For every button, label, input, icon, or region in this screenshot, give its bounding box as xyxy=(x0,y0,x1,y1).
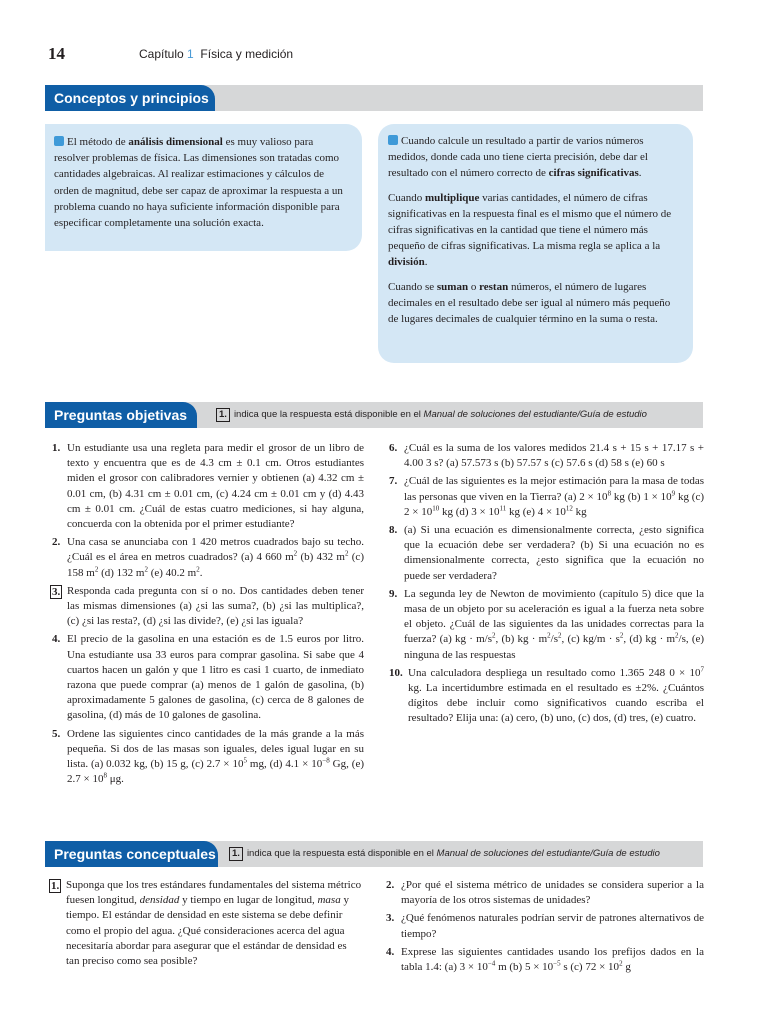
concepts-section-bar xyxy=(45,85,703,111)
objective-section-note: 1. indica que la respuesta está disponible en el Manual de soluciones del estudiante/Guía de estudio xyxy=(216,408,647,422)
conceptual-questions-left-column xyxy=(51,878,362,972)
conceptual-section-bar xyxy=(45,841,703,867)
objective-question: 8. (a) Si una ecuación es dimensionalmente correcta, ¿esto significa que la ecuación debe ser verdadera? (b) Si una ecuación no es dimensionalmente correcta, ¿esto significa que la ecuación no puede ser verdadera? xyxy=(389,524,704,582)
bullet-marker-icon xyxy=(54,136,64,146)
objective-question: 9. La segunda ley de Newton de movimiento (capítulo 5) dice que la masa de un objeto por su aceleración es igual a la fuerza neta sobre el objeto. ¿Cuál de las siguientes da las unidades correctas para la fuerza? (a) kg · $m/s^2$, (b) kg · $m^2/s^2$, (c) $kg/m \cdot s^2$, (d) kg · $m^2/s$, (e) ninguna de las respuestas xyxy=(389,587,705,661)
page-number: 14 xyxy=(48,44,65,63)
objective-questions-right-column xyxy=(389,441,704,730)
chapter-number: 1 xyxy=(187,47,194,61)
objective-question: 5. Ordene las siguientes cinco cantidades de la más grande a la más pequeña. Si dos de las masas son iguales, deles igual lugar en su lista. (a) 0.032 kg, (b) 15 g, (c) $2.7 \times 10^5$ mg, (d) $4.1 \times 10^{-8}$ Gg, (e) $2.7 \times 10^8$ μg. xyxy=(52,727,364,786)
objective-question: 6. ¿Cuál es la suma de los valores medidos 21.4 s + 15 s + 17.17 s + 4.00 3 s? (a) 57.573 s (b) 57.57 s (c) 57.6 s (d) 58 s (e) 60 s xyxy=(389,442,704,470)
bullet-marker-icon xyxy=(388,135,398,145)
objective-section-title: Preguntas objetivas xyxy=(45,402,197,428)
chapter-title: Física y medición xyxy=(200,47,294,61)
objective-section-bar xyxy=(45,402,703,428)
objective-question: 7. ¿Cuál de las siguientes es la mejor estimación para la masa de todas las personas que viven en la Tierra? (a) $2 \times 10^8$ kg (b) $1 \times 10^9$ kg (c) $2 \times 10^{10}$ kg (d) $3 \times 10^{11}$ kg (e) $4 \times 10^{12}$ kg xyxy=(389,475,704,518)
objective-question: 10. Una calculadora despliega un resultado como 1.365 248 $0 \times 10^7$ kg. La incertidumbre estimada en el resultado es ±2%. ¿Cuántos dígitos debe incluir como significativos cuando escriba el resultado? Elija una: (a) cero, (b) uno, (c) dos, (d) tres, (e) cuatro. xyxy=(389,665,704,725)
chapter-label: Capítulo xyxy=(139,47,184,61)
conceptual-question: 2. ¿Por qué el sistema métrico de unidades se considera superior a la mayoría de los otros sistemas de unidades? xyxy=(386,879,704,907)
conceptual-question: 1. Suponga que los tres estándares fundamentales del sistema métrico fuesen longitud, densidad y tiempo en lugar de longitud, masa y tiempo. El estándar de densidad en este sistema se debe definir como el propio del agua. ¿Qué consideraciones acerca del agua necesitaría abordar para asegurar que el estándar de densidad es tan preciso como sea posible? xyxy=(51,879,362,968)
conceptual-questions-right-column xyxy=(386,878,704,978)
objective-question: 4. El precio de la gasolina en una estación es de 1.5 euros por litro. Una estudiante usa 33 euros para comprar gasolina. Si sabe que 4 cuartos hacen un galón y que 1 litro es casi 1 cuarto, de inmediato razona que puede comprar (a) menos de 1 galón de gasolina, (b) aproximadamente 5 galones de gasolina, (c) cerca de 8 galones de gasolina, (d) más de 10 galones de gasolina. xyxy=(52,633,364,722)
running-header xyxy=(139,47,293,61)
concept-paragraph-2: Cuando multiplique varias cantidades, el número de cifras significativas en la respuesta final es el mismo que el número de cifras significativas en la cantidad que tiene el número más pequeño de cifras significativas. La misma regla se aplica a la división. xyxy=(388,191,672,269)
conceptual-question: 4. Exprese las siguientes cantidades usando los prefijos dados en la tabla 1.4: (a) $3 \times 10^{-4}$ m (b) $5 \times 10^{-5}$ s (c) $72 \times 10^2$ g xyxy=(386,945,704,974)
conceptual-section-title: Preguntas conceptuales xyxy=(45,841,218,867)
objective-question: 2. Una casa se anunciaba con 1 420 metros cuadrados bajo su techo. ¿Cuál es el área en metros cuadrados? (a) 4 660 $m^2$ (b) 432 $m^2$ (c) 158 $m^2$ (d) 132 $m^2$ (e) 40.2 $m^2$. xyxy=(52,536,364,579)
concepts-section-title: Conceptos y principios xyxy=(45,85,215,111)
objective-question: 3. Responda cada pregunta con sí o no. Dos cantidades deben tener las mismas dimensiones (a) ¿si las suma?, (b) ¿si las multiplica?, (c) ¿si las resta?, (d) ¿si las divide?, (e) ¿si las iguala? xyxy=(52,584,364,628)
concept-paragraph-1: Cuando calcule un resultado a partir de varios números medidos, donde cada uno tiene cierta precisión, debe dar el resultado con el número correcto de cifras significativas. xyxy=(388,135,648,180)
concept-box-significant-figures xyxy=(378,124,693,363)
concept-box-dimensional: El método de análisis dimensional es muy valioso para resolver problemas de física. Las dimensiones son tratadas como cantidades algebraicas. Al realizar estimaciones y cálculos de orden de magnitud, debe ser capaz de aproximar la respuesta a un problema cuando no haya suficiente información disponible para especificar completamente una solución exacta. xyxy=(45,124,362,251)
concept-paragraph-3: Cuando se suman o restan números, el número de lugares decimales en el resultado debe ser igual al número más pequeño de lugares decimales de cualquier término en la suma o resta. xyxy=(388,280,671,326)
conceptual-section-note: 1. indica que la respuesta está disponible en el Manual de soluciones del estudiante/Guía de estudio xyxy=(229,847,660,861)
objective-question: 1. Un estudiante usa una regleta para medir el grosor de un libro de texto y encuentra que es de 4.3 cm ± 0.1 cm. Otros estudiantes miden el grosor con calibradores vernier y obtienen (a) 4.32 cm ± 0.01 cm, (b) 4.31 cm ± 0.01 cm, (c) 4.24 cm ± 0.01 cm y (d) 4.43 cm ± 0.01 cm. ¿Cuál de estas cuatro mediciones, si hay alguna, concuerda con la obtenida por el primer estudiante? xyxy=(52,442,364,531)
objective-questions-left-column xyxy=(52,441,364,790)
conceptual-question: 3. ¿Qué fenómenos naturales podrían servir de patrones alternativos de tiempo? xyxy=(386,912,704,940)
